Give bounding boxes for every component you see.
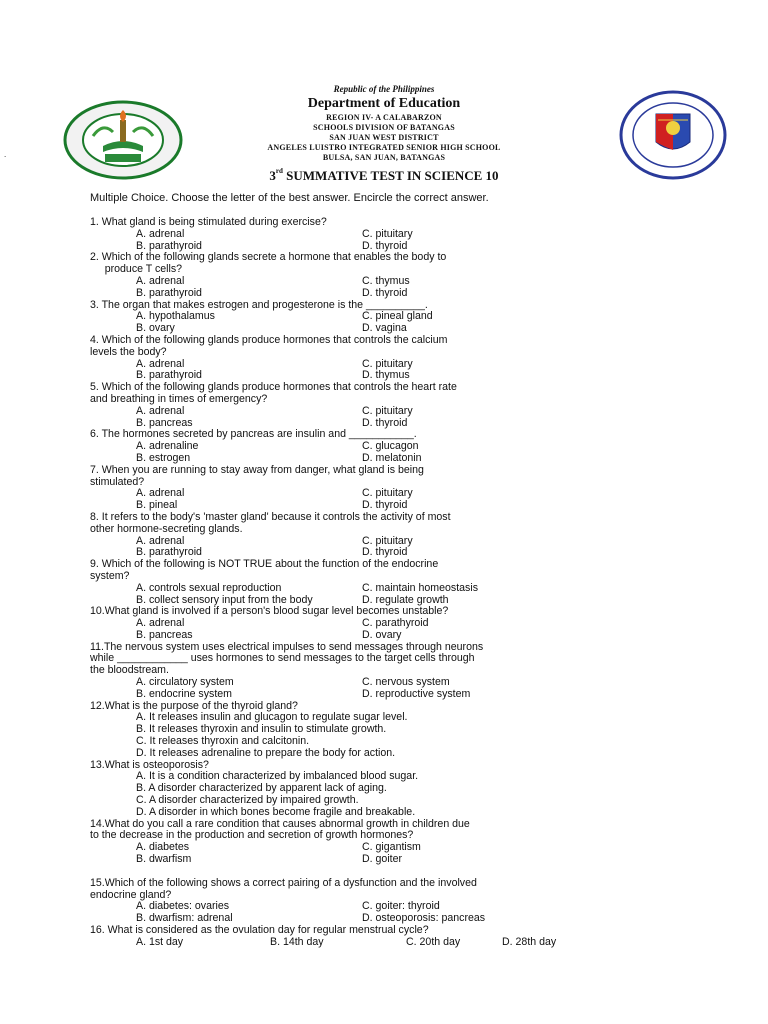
answer-option[interactable]: D. It releases adrenaline to prepare the body for action.	[136, 746, 396, 759]
answer-option[interactable]: A. adrenal	[136, 274, 185, 287]
answer-option[interactable]: C. thymus	[362, 274, 410, 287]
question-item	[90, 512, 650, 559]
answer-option[interactable]: C. maintain homeostasis	[362, 581, 478, 594]
letterhead	[0, 83, 768, 163]
question-item	[90, 819, 650, 866]
question-stem: 6. The hormones secreted by pancreas are insulin and ___________.	[90, 428, 417, 441]
answer-option[interactable]: D. thyroid	[362, 239, 408, 252]
answer-option[interactable]: B. parathyroid	[136, 286, 202, 299]
answer-option[interactable]: A. 1st day	[136, 935, 184, 948]
question-stem: 3. The organ that makes estrogen and progesterone is the __________.	[90, 298, 428, 311]
question-stem: 5. Which of the following glands produce hormones that controls the heart rate and breathing in times of emergency?	[90, 381, 457, 405]
answer-option[interactable]: D. A disorder in which bones become fragile and breakable.	[136, 805, 416, 818]
answer-option[interactable]: B. collect sensory input from the body	[136, 593, 313, 606]
instructions: Multiple Choice. Choose the letter of the best answer. Encircle the correct answer.	[90, 192, 489, 204]
answer-option[interactable]: D. osteoporosis: pancreas	[362, 912, 486, 925]
question-item	[90, 429, 650, 464]
answer-options	[90, 406, 650, 430]
answer-options	[90, 618, 650, 642]
answer-options	[90, 488, 650, 512]
question-stem: 13.What is osteoporosis?	[90, 758, 209, 771]
answer-option[interactable]: C. pituitary	[362, 357, 413, 370]
answer-option[interactable]: B. pineal	[136, 499, 178, 512]
question-stem: 7. When you are running to stay away from danger, what gland is being stimulated?	[90, 463, 424, 488]
question-item	[90, 925, 650, 949]
answer-option[interactable]: B. 14th day	[270, 935, 324, 948]
answer-options	[90, 536, 650, 560]
answer-option[interactable]: D. 28th day	[502, 935, 557, 948]
question-item	[90, 606, 650, 641]
answer-option[interactable]: C. pituitary	[362, 534, 413, 547]
answer-option[interactable]: C. 20th day	[406, 935, 461, 948]
answer-options	[90, 311, 650, 335]
answer-option[interactable]: A. controls sexual reproduction	[136, 581, 282, 594]
answer-option[interactable]: A. adrenal	[136, 617, 185, 630]
question-stem: 2. Which of the following glands secrete a hormone that enables the body to produce T cells?	[90, 251, 447, 276]
question-stem: 10.What gland is involved if a person's blood sugar level becomes unstable?	[90, 605, 449, 618]
answer-option[interactable]: B. parathyroid	[136, 369, 202, 382]
answer-option[interactable]: C. It releases thyroxin and calcitonin.	[136, 735, 310, 748]
question-item	[90, 335, 650, 382]
answer-option[interactable]: C. pituitary	[362, 404, 413, 417]
answer-option[interactable]: A. adrenal	[136, 487, 185, 500]
answer-options	[90, 583, 650, 607]
question-stem: 1. What gland is being stimulated during exercise?	[90, 216, 327, 228]
department-title: Department of Education	[307, 96, 461, 111]
answer-options	[90, 441, 650, 465]
answer-option[interactable]: D. vagina	[362, 322, 407, 335]
question-item	[90, 252, 650, 299]
answer-option[interactable]: D. thyroid	[362, 416, 408, 429]
answer-option[interactable]: A. adrenaline	[136, 440, 199, 453]
answer-option[interactable]: D. ovary	[362, 628, 402, 641]
answer-options	[90, 359, 650, 383]
question-stem: 8. It refers to the body's 'master gland' because it controls the activity of most other hormone-secreting glands.	[90, 510, 451, 535]
answer-options	[90, 937, 650, 949]
answer-option[interactable]: C. gigantism	[362, 841, 421, 854]
answer-option[interactable]: D. melatonin	[362, 451, 422, 464]
republic-line: Republic of the Philippines	[333, 84, 435, 94]
answer-option[interactable]: C. pituitary	[362, 227, 413, 240]
question-item	[90, 760, 650, 819]
answer-option[interactable]: B. It releases thyroxin and insulin to stimulate growth.	[136, 723, 387, 736]
answer-options	[90, 677, 650, 701]
answer-option[interactable]: C. nervous system	[362, 676, 450, 689]
answer-option[interactable]: D. thyroid	[362, 286, 408, 299]
answer-option[interactable]: A. adrenal	[136, 534, 185, 547]
answer-option[interactable]: D. reproductive system	[362, 687, 471, 700]
question-stem: 9. Which of the following is NOT TRUE about the function of the endocrine system?	[90, 558, 439, 582]
address-line: BULSA, SAN JUAN, BATANGAS	[322, 153, 446, 162]
answer-options	[90, 229, 650, 253]
question-item	[90, 559, 650, 606]
answer-option[interactable]: B. parathyroid	[136, 546, 202, 559]
answer-option[interactable]: A. adrenal	[136, 227, 185, 240]
answer-option[interactable]: A. It releases insulin and glucagon to regulate sugar level.	[136, 711, 408, 724]
division-line: SCHOOLS DIVISION OF BATANGAS	[313, 123, 455, 132]
answer-options	[90, 842, 650, 866]
question-list	[90, 217, 650, 949]
answer-option[interactable]: A. adrenal	[136, 357, 185, 370]
answer-option[interactable]: C. goiter: thyroid	[362, 900, 440, 913]
answer-option[interactable]: A. diabetes	[136, 841, 190, 854]
answer-option[interactable]: B. dwarfism	[136, 853, 192, 866]
answer-options	[90, 276, 650, 300]
question-item	[90, 300, 650, 335]
title-ordinal-suffix: rd	[275, 167, 283, 175]
question-stem: 4. Which of the following glands produce hormones that controls the calcium levels the body?	[90, 333, 448, 358]
question-stem: 14.What do you call a rare condition that causes abnormal growth in children due to the decrease in the production and secretion of growth hormones?	[90, 817, 470, 842]
answer-option[interactable]: D. goiter	[362, 853, 403, 866]
answer-option[interactable]: B. ovary	[136, 322, 175, 335]
answer-option[interactable]: A. circulatory system	[136, 676, 234, 689]
answer-option[interactable]: B. pancreas	[136, 416, 193, 429]
question-item	[90, 217, 650, 252]
title-text: SUMMATIVE TEST IN SCIENCE 10	[282, 168, 499, 183]
answer-option[interactable]: C. parathyroid	[362, 617, 429, 630]
question-item	[90, 382, 650, 429]
answer-option[interactable]: B. estrogen	[136, 451, 191, 464]
title-ordinal: 3	[269, 168, 276, 183]
answer-option[interactable]: A. diabetes: ovaries	[136, 900, 230, 913]
question-stem: 11.The nervous system uses electrical impulses to send messages through neurons while ____________ uses hormones to send messages to the target cells through the bloodstream.	[90, 640, 484, 677]
question-item	[90, 465, 650, 512]
answer-option[interactable]: D. thyroid	[362, 499, 408, 512]
answer-option[interactable]: B. dwarfism: adrenal	[136, 912, 233, 925]
answer-option[interactable]: A. hypothalamus	[136, 310, 215, 323]
answer-options	[90, 901, 650, 925]
margin-mark: .	[4, 150, 7, 159]
question-stem: 15.Which of the following shows a correct pairing of a dysfunction and the involved endocrine gland?	[90, 876, 477, 901]
answer-option[interactable]: C. pineal gland	[362, 310, 433, 323]
answer-option[interactable]: B. A disorder characterized by apparent lack of aging.	[136, 782, 387, 795]
answer-option[interactable]: A. adrenal	[136, 404, 185, 417]
question-item	[90, 701, 650, 760]
question-stem: 12.What is the purpose of the thyroid gland?	[90, 699, 298, 712]
answer-option[interactable]: A. It is a condition characterized by imbalanced blood sugar.	[136, 770, 419, 783]
answer-option[interactable]: C. A disorder characterized by impaired growth.	[136, 794, 359, 807]
question-item	[90, 878, 650, 925]
answer-option[interactable]: D. regulate growth	[362, 593, 449, 606]
question-item	[90, 642, 650, 701]
test-title	[0, 168, 768, 184]
school-name-line: ANGELES LUISTRO INTEGRATED SENIOR HIGH SCHOOL	[267, 143, 501, 152]
answer-option[interactable]: B. parathyroid	[136, 239, 202, 252]
answer-option[interactable]: B. pancreas	[136, 628, 193, 641]
district-line: SAN JUAN WEST DISTRICT	[329, 133, 439, 142]
answer-option[interactable]: D. thyroid	[362, 546, 408, 559]
question-stem: 16. What is considered as the ovulation day for regular menstrual cycle?	[90, 924, 429, 937]
answer-option[interactable]: C. glucagon	[362, 440, 419, 453]
answer-option[interactable]: C. pituitary	[362, 487, 413, 500]
answer-option[interactable]: D. thymus	[362, 369, 410, 382]
region-line: REGION IV- A CALABARZON	[326, 113, 442, 122]
answer-option[interactable]: B. endocrine system	[136, 687, 232, 700]
